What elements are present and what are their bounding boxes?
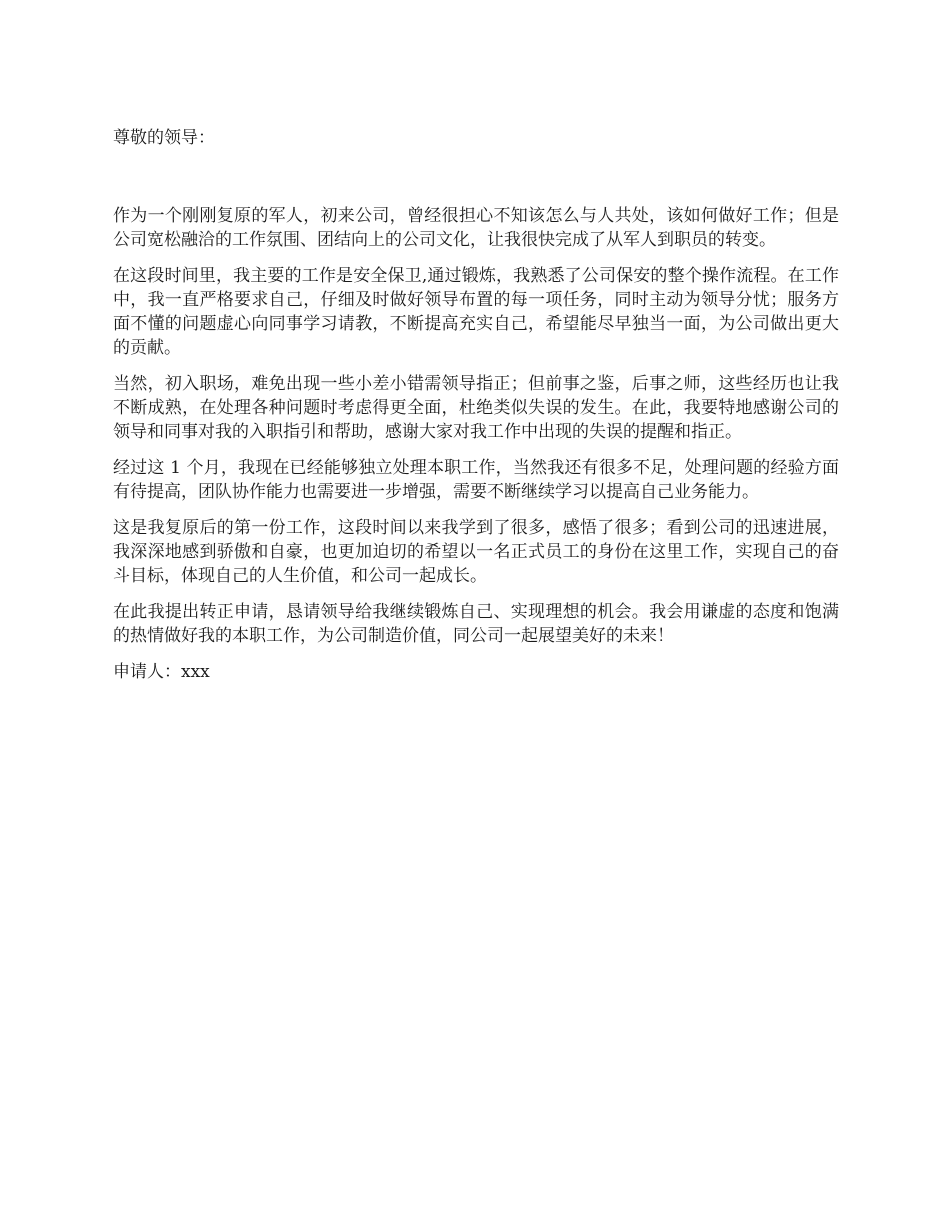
signature: 申请人：xxx [113,662,210,682]
paragraph-6: 在此我提出转正申请，恳请领导给我继续锻炼自己、实现理想的机会。我会用谦虚的态度和饱满的热情做好我的本职工作，为公司制造价值，同公司一起展望美好的未来！ [113,602,839,646]
paragraph-5: 这是我复原后的第一份工作，这段时间以来我学到了很多，感悟了很多；看到公司的迅速进展，我深深地感到骄傲和自豪，也更加迫切的希望以一名正式员工的身份在这里工作，实现自己的奋斗目标，体现自己的人生价值，和公司一起成长。 [113,518,839,586]
paragraph-3: 当然，初入职场，难免出现一些小差小错需领导指正；但前事之鉴，后事之师，这些经历也让我不断成熟，在处理各种问题时考虑得更全面，杜绝类似失误的发生。在此，我要特地感谢公司的领导和同事对我的入职指引和帮助，感谢大家对我工作中出现的失误的提醒和指正。 [113,374,839,442]
letter-body [113,126,839,684]
paragraph-2: 在这段时间里，我主要的工作是安全保卫,通过锻炼，我熟悉了公司保安的整个操作流程。在工作中，我一直严格要求自己，仔细及时做好领导布置的每一项任务，同时主动为领导分忧；服务方面不懂的问题虚心向同事学习请教，不断提高充实自己，希望能尽早独当一面，为公司做出更大的贡献。 [113,266,839,358]
paragraph-4: 经过这 1 个月，我现在已经能够独立处理本职工作，当然我还有很多不足，处理问题的经验方面有待提高，团队协作能力也需要进一步增强，需要不断继续学习以提高自己业务能力。 [113,458,839,502]
salutation: 尊敬的领导： [113,128,215,148]
paragraph-1: 作为一个刚刚复原的军人，初来公司，曾经很担心不知该怎么与人共处，该如何做好工作；但是公司宽松融洽的工作氛围、团结向上的公司文化，让我很快完成了从军人到职员的转变。 [113,206,839,250]
